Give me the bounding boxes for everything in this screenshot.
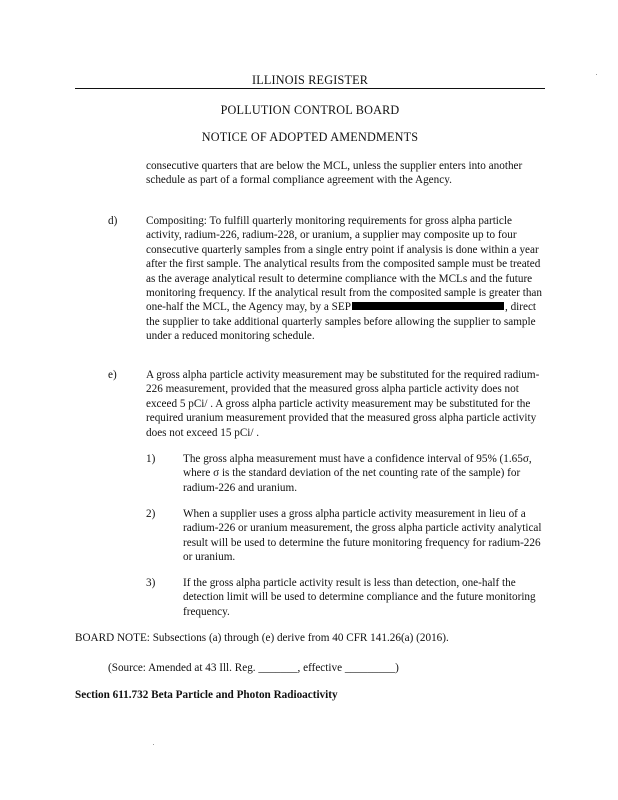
redaction-bar	[352, 302, 504, 310]
subsection-e-paragraph: A gross alpha particle activity measurement may be substituted for the required radium-226 measurement, provided that the measured gross alpha particle activity does not exceed 5 pCi/ . A gross alpha particle activity measurement may be substituted for the required uranium measurement provided that the measured gross alpha particle activity does not exceed 15 pCi/ .	[146, 369, 540, 439]
board-note: BOARD NOTE: Subsections (a) through (e) derive from 40 CFR 141.26(a) (2016).	[75, 632, 449, 644]
subsection-d-text-before: Compositing: To fulfill quarterly monitoring requirements for gross alpha particle activity, radium-226, radium-228, or uranium, a supplier may composite up to four consecutive quarterly samples from a single entry point if analysis is done within a year after the first sample. The analytical results from the composited sample must be treated as the average analytical result to determine compliance with the MCLs and the future monitoring frequency. If the analytical result from the composited sample is greater than one-half the MCL, the Agency may, by a SEP	[146, 215, 542, 314]
scan-speck	[153, 744, 154, 745]
subsection-d-label: d)	[108, 215, 118, 227]
next-section-heading: Section 611.732 Beta Particle and Photon Radioactivity	[75, 689, 338, 701]
item-3-label: 3)	[146, 577, 156, 589]
subsection-e-label: e)	[108, 369, 117, 381]
scan-speck	[596, 74, 597, 75]
item-3-text: If the gross alpha particle activity result is less than detection, one-half the detection limit will be used to determine compliance and the future monitoring frequency.	[183, 577, 536, 618]
register-title: ILLINOIS REGISTER	[251, 73, 369, 87]
item-2-label: 2)	[146, 508, 156, 520]
item-1-text: The gross alpha measurement must have a confidence interval of 95% (1.65σ, where σ is the standard deviation of the net counting rate of the sample) for radium-226 and uranium.	[183, 453, 532, 494]
subsection-d-text-after: , direct the supplier to take additional quarterly samples before allowing the supplier to sample under a reduced monitoring schedule.	[146, 301, 537, 343]
continuation-paragraph: consecutive quarters that are below the MCL, unless the supplier enters into another schedule as part of a formal compliance agreement with the Agency.	[146, 160, 523, 187]
header-rule	[75, 88, 545, 89]
notice-title: NOTICE OF ADOPTED AMENDMENTS	[201, 130, 419, 144]
source-note: (Source: Amended at 43 Ill. Reg. _______, effective _________)	[108, 662, 399, 674]
subsection-d-paragraph	[146, 214, 544, 344]
item-1-label: 1)	[146, 453, 156, 465]
item-2-text: When a supplier uses a gross alpha particle activity measurement in lieu of a radium-226 or uranium measurement, the gross alpha particle activity analytical result will be used to determine the future monitoring frequency for radium-226 or uranium.	[183, 508, 542, 564]
board-title: POLLUTION CONTROL BOARD	[220, 103, 400, 117]
